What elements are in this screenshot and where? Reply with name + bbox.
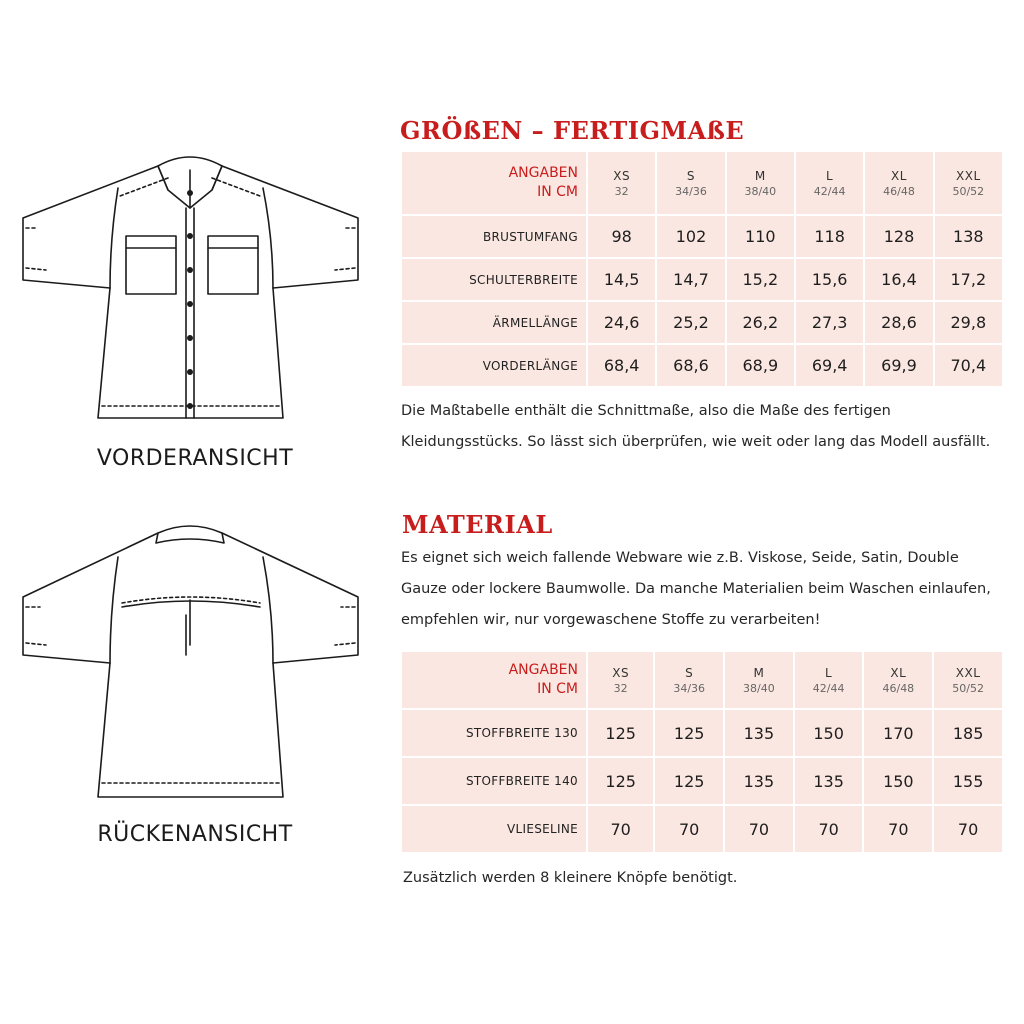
material-requirements-table bbox=[400, 650, 1004, 854]
row-label: SCHULTERBREITE bbox=[401, 258, 587, 301]
header-label-line2: IN CM bbox=[537, 184, 578, 200]
size-name: XS bbox=[612, 665, 630, 680]
header-label-line1: ANGABEN bbox=[508, 165, 578, 181]
row-label: STOFFBREITE 130 bbox=[401, 709, 587, 757]
size-number: 34/36 bbox=[673, 681, 706, 695]
table-cell: 16,4 bbox=[864, 258, 933, 301]
size-number: 42/44 bbox=[812, 681, 845, 695]
size-number: 32 bbox=[613, 681, 628, 695]
table-cell: 125 bbox=[587, 757, 654, 805]
table-cell: 27,3 bbox=[795, 301, 864, 344]
header-label-line1: ANGABEN bbox=[508, 662, 578, 678]
size-column-header bbox=[654, 651, 724, 709]
size-name: M bbox=[754, 168, 766, 183]
table-row bbox=[401, 258, 1003, 301]
table-cell: 170 bbox=[863, 709, 933, 757]
size-number: 42/44 bbox=[813, 184, 846, 198]
size-name: XL bbox=[890, 665, 907, 680]
size-name: XS bbox=[613, 168, 631, 183]
material-heading: MATERIAL bbox=[402, 510, 553, 539]
size-column-header bbox=[726, 151, 795, 215]
front-view-label: VORDERANSICHT bbox=[96, 446, 294, 471]
size-number: 32 bbox=[614, 184, 629, 198]
table-cell: 110 bbox=[726, 215, 795, 258]
size-column-header bbox=[587, 151, 656, 215]
buttons-note: Zusätzlich werden 8 kleinere Knöpfe benötigt. bbox=[403, 870, 738, 886]
table-row bbox=[401, 757, 1003, 805]
size-column-header bbox=[864, 151, 933, 215]
table-cell: 118 bbox=[795, 215, 864, 258]
size-name: S bbox=[685, 665, 694, 680]
size-number: 50/52 bbox=[952, 184, 985, 198]
row-label: ÄRMELLÄNGE bbox=[401, 301, 587, 344]
size-column-header bbox=[724, 651, 794, 709]
finished-measurements-table bbox=[400, 150, 1004, 388]
table-cell: 15,2 bbox=[726, 258, 795, 301]
size-column-header bbox=[933, 651, 1003, 709]
table-cell: 125 bbox=[654, 709, 724, 757]
table-cell: 150 bbox=[863, 757, 933, 805]
row-label: VORDERLÄNGE bbox=[401, 344, 587, 387]
table-cell: 150 bbox=[794, 709, 864, 757]
table-cell: 15,6 bbox=[795, 258, 864, 301]
size-name: S bbox=[686, 168, 696, 183]
table-cell: 135 bbox=[794, 757, 864, 805]
size-name: XL bbox=[891, 168, 907, 183]
size-number: 34/36 bbox=[675, 184, 707, 198]
table-cell: 14,5 bbox=[587, 258, 656, 301]
table-row bbox=[401, 709, 1003, 757]
size-name: M bbox=[753, 665, 765, 680]
table-cell: 135 bbox=[724, 757, 794, 805]
table-cell: 70 bbox=[863, 805, 933, 853]
table-cell: 70,4 bbox=[934, 344, 1003, 387]
table-header-label bbox=[401, 151, 587, 215]
table-cell: 68,6 bbox=[656, 344, 725, 387]
table-cell: 128 bbox=[864, 215, 933, 258]
size-column-header bbox=[794, 651, 864, 709]
table-cell: 70 bbox=[654, 805, 724, 853]
row-label: VLIESELINE bbox=[401, 805, 587, 853]
table-cell: 98 bbox=[587, 215, 656, 258]
back-view-label: RÜCKENANSICHT bbox=[97, 822, 293, 847]
size-number: 46/48 bbox=[882, 681, 915, 695]
table-row bbox=[401, 344, 1003, 387]
table-cell: 14,7 bbox=[656, 258, 725, 301]
table-cell: 26,2 bbox=[726, 301, 795, 344]
sizes-heading: GRÖßEN – FERTIGMAßE bbox=[400, 116, 745, 145]
size-column-header bbox=[656, 151, 725, 215]
table-cell: 17,2 bbox=[934, 258, 1003, 301]
size-number: 38/40 bbox=[744, 184, 777, 198]
size-name: L bbox=[825, 665, 833, 680]
size-name: XXL bbox=[956, 168, 981, 183]
measurements-note: Die Maßtabelle enthält die Schnittmaße, also die Maße des fertigen Kleidungsstücks. So lässt sich überprüfen, wie weit oder lang das Modell ausfällt. bbox=[401, 403, 991, 450]
size-number: 50/52 bbox=[952, 681, 984, 695]
table-cell: 102 bbox=[656, 215, 725, 258]
table-cell: 68,4 bbox=[587, 344, 656, 387]
material-description: Es eignet sich weich fallende Webware wie z.B. Viskose, Seide, Satin, Double Gauze oder lockere Baumwolle. Da manche Materialien beim Waschen einlaufen, empfehlen wir, nur vorgewaschene Stoffe zu verarbeiten! bbox=[401, 550, 991, 628]
size-column-header bbox=[795, 151, 864, 215]
table-cell: 125 bbox=[654, 757, 724, 805]
table-cell: 25,2 bbox=[656, 301, 725, 344]
table-cell: 70 bbox=[933, 805, 1003, 853]
size-number: 38/40 bbox=[743, 681, 775, 695]
table-cell: 68,9 bbox=[726, 344, 795, 387]
size-column-header bbox=[863, 651, 933, 709]
size-name: L bbox=[826, 168, 834, 183]
back-view-illustration bbox=[18, 515, 363, 805]
size-number: 46/48 bbox=[883, 184, 915, 198]
table-cell: 135 bbox=[724, 709, 794, 757]
size-name: XXL bbox=[955, 665, 981, 680]
table-cell: 70 bbox=[587, 805, 654, 853]
size-column-header bbox=[587, 651, 654, 709]
table-cell: 155 bbox=[933, 757, 1003, 805]
table-header-label bbox=[401, 651, 587, 709]
table-cell: 28,6 bbox=[864, 301, 933, 344]
table-cell: 69,4 bbox=[795, 344, 864, 387]
table-cell: 70 bbox=[794, 805, 864, 853]
table-cell: 70 bbox=[724, 805, 794, 853]
size-column-header bbox=[934, 151, 1003, 215]
table-row bbox=[401, 301, 1003, 344]
table-cell: 29,8 bbox=[934, 301, 1003, 344]
table-cell: 125 bbox=[587, 709, 654, 757]
table-cell: 138 bbox=[934, 215, 1003, 258]
table-cell: 24,6 bbox=[587, 301, 656, 344]
row-label: STOFFBREITE 140 bbox=[401, 757, 587, 805]
table-cell: 69,9 bbox=[864, 344, 933, 387]
table-row bbox=[401, 215, 1003, 258]
table-row bbox=[401, 805, 1003, 853]
row-label: BRUSTUMFANG bbox=[401, 215, 587, 258]
table-cell: 185 bbox=[933, 709, 1003, 757]
front-view-illustration bbox=[18, 148, 363, 433]
header-label-line2: IN CM bbox=[537, 681, 578, 697]
